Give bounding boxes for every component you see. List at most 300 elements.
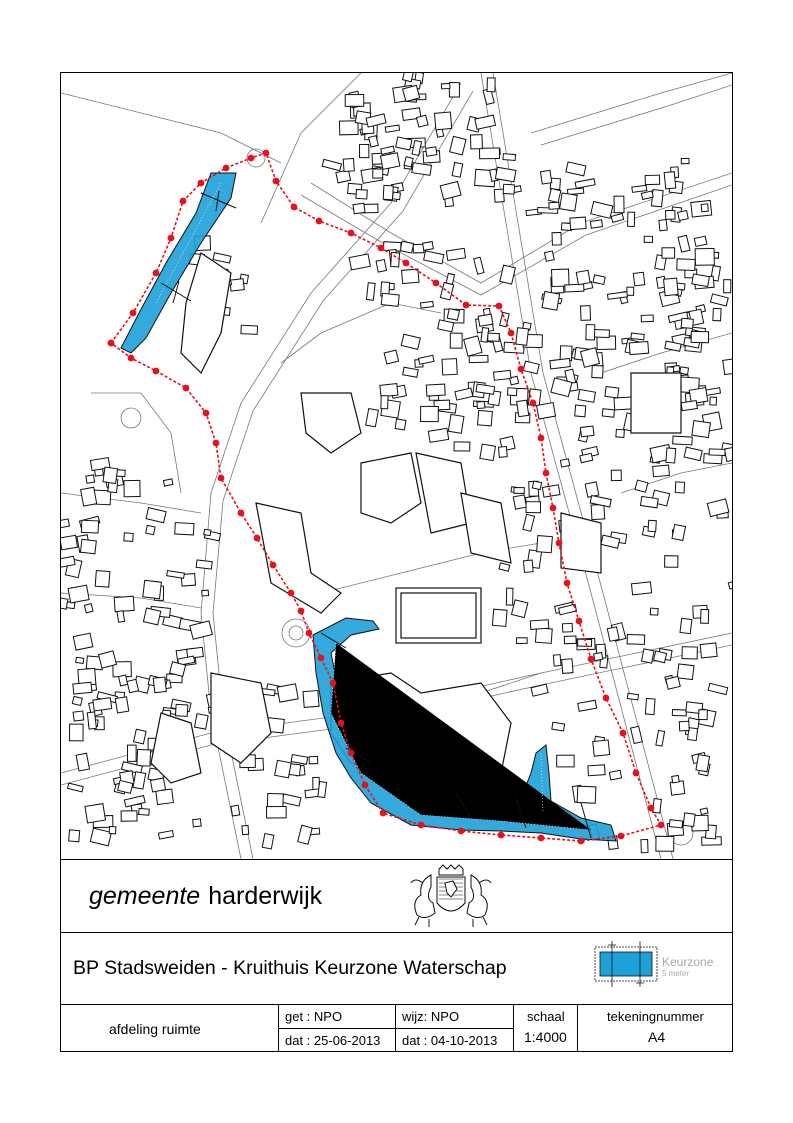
building — [487, 78, 495, 92]
building — [513, 495, 526, 509]
boundary-node — [153, 368, 160, 375]
building — [560, 193, 578, 211]
building — [291, 755, 307, 765]
building — [650, 608, 658, 615]
building — [213, 253, 231, 263]
building — [544, 251, 554, 261]
building — [469, 355, 488, 362]
building — [641, 839, 648, 852]
building — [383, 185, 393, 199]
boundary-node — [543, 470, 550, 477]
building — [420, 301, 433, 308]
building — [153, 677, 166, 693]
building — [477, 401, 485, 408]
boundary-node — [254, 535, 261, 542]
building — [678, 211, 689, 221]
building — [552, 269, 570, 286]
building — [416, 115, 428, 127]
building — [645, 698, 655, 714]
building — [710, 294, 728, 306]
building — [708, 683, 728, 694]
building — [591, 202, 613, 219]
drawing-sheet — [60, 72, 733, 1052]
building — [645, 175, 660, 184]
building — [241, 325, 258, 334]
building — [121, 811, 137, 821]
boundary-node — [306, 630, 313, 637]
building — [590, 220, 602, 228]
building — [514, 488, 524, 494]
building — [139, 808, 150, 815]
building — [710, 397, 717, 405]
building — [532, 481, 541, 490]
building — [376, 260, 386, 272]
building — [627, 693, 638, 700]
building — [373, 169, 383, 178]
building — [669, 820, 682, 828]
building — [124, 533, 133, 542]
building — [450, 136, 466, 155]
building — [672, 775, 679, 782]
building — [540, 170, 551, 184]
building — [609, 770, 621, 780]
building — [526, 502, 541, 513]
modified-cell — [395, 1005, 513, 1052]
building — [124, 480, 140, 496]
boundary-node — [433, 280, 440, 287]
building — [651, 190, 663, 207]
building — [68, 585, 89, 603]
boundary-node — [128, 355, 135, 362]
building — [454, 442, 470, 451]
boundary-node — [270, 562, 277, 569]
building — [694, 236, 707, 246]
building — [452, 162, 463, 177]
building — [605, 387, 619, 398]
building — [404, 157, 413, 167]
building — [614, 196, 624, 213]
building — [85, 804, 106, 823]
building — [616, 429, 625, 437]
legend-label: Keurzone — [662, 955, 714, 969]
building — [560, 459, 569, 467]
building — [653, 465, 670, 477]
building — [230, 279, 244, 291]
boundary-node — [578, 838, 585, 845]
boundary-node — [618, 833, 625, 840]
building — [631, 582, 651, 595]
building — [673, 436, 693, 445]
boundary-node — [218, 475, 225, 482]
building — [511, 600, 527, 618]
building — [175, 523, 194, 535]
building — [195, 714, 209, 729]
building — [72, 696, 82, 705]
drawn-cell — [278, 1005, 395, 1052]
building — [681, 318, 693, 328]
building — [76, 753, 89, 771]
building — [137, 749, 151, 766]
building — [648, 520, 656, 531]
building — [419, 355, 435, 364]
building — [691, 331, 709, 342]
scale-label: schaal — [527, 1009, 565, 1024]
building — [426, 384, 445, 396]
building — [666, 676, 680, 689]
building — [303, 690, 319, 707]
drawn-date: dat : 25-06-2013 — [285, 1033, 381, 1048]
building — [133, 772, 146, 789]
building — [552, 722, 565, 731]
building — [700, 643, 717, 658]
boundary-node — [556, 540, 563, 547]
building — [550, 358, 571, 368]
building — [395, 419, 406, 430]
building — [631, 726, 643, 743]
building — [557, 755, 574, 767]
building — [242, 825, 249, 834]
plan-title-row — [61, 932, 732, 1004]
building — [665, 556, 678, 568]
building — [448, 414, 464, 433]
building — [627, 287, 634, 295]
building — [204, 529, 211, 535]
building — [672, 524, 686, 540]
boundary-node — [263, 150, 270, 157]
building — [73, 633, 93, 650]
building — [336, 170, 351, 183]
building — [701, 609, 709, 623]
building — [478, 410, 493, 425]
building — [193, 819, 202, 827]
building — [677, 664, 694, 680]
building — [562, 659, 573, 674]
legend-swatch — [594, 941, 660, 987]
building — [659, 220, 667, 231]
legend — [594, 941, 726, 987]
building — [575, 405, 586, 417]
building — [723, 358, 732, 374]
boundary-node — [288, 590, 295, 597]
boundary-node — [183, 385, 190, 392]
building — [629, 341, 648, 354]
building — [313, 777, 320, 790]
building — [680, 618, 692, 633]
building — [318, 782, 327, 798]
building — [103, 467, 118, 483]
building — [580, 453, 593, 462]
building — [627, 634, 645, 644]
building — [503, 154, 516, 161]
boundary-node — [530, 400, 537, 407]
municipality-title: harderwijk — [208, 882, 323, 910]
building — [403, 367, 419, 377]
building — [450, 333, 462, 348]
boundary-node — [273, 178, 280, 185]
building — [282, 794, 301, 806]
building — [87, 712, 96, 729]
building — [146, 525, 155, 534]
building — [580, 348, 599, 368]
scale-cell — [513, 1005, 577, 1052]
building — [679, 721, 689, 731]
building — [356, 189, 367, 199]
building — [654, 651, 667, 663]
building — [642, 649, 654, 663]
building — [381, 293, 399, 306]
building — [562, 623, 572, 632]
building — [692, 274, 710, 287]
building — [99, 651, 117, 668]
building — [455, 388, 473, 400]
building — [134, 729, 146, 744]
building — [523, 361, 539, 374]
building — [682, 647, 697, 659]
building — [322, 159, 341, 170]
building — [81, 487, 97, 506]
building — [61, 519, 69, 529]
building — [632, 185, 647, 192]
boundary-node — [298, 608, 305, 615]
building — [115, 697, 129, 713]
building — [446, 248, 465, 260]
building — [196, 560, 212, 569]
building — [681, 401, 697, 411]
boundary-node — [330, 680, 337, 687]
building — [449, 83, 459, 97]
building — [684, 447, 702, 461]
building — [402, 269, 419, 283]
building — [478, 314, 493, 326]
boundary-node — [538, 835, 545, 842]
building — [479, 148, 499, 159]
building — [695, 248, 714, 265]
building — [447, 309, 459, 321]
building — [635, 480, 648, 492]
building — [633, 272, 644, 285]
building — [549, 189, 561, 203]
building — [262, 834, 274, 849]
boundary-node — [658, 822, 665, 829]
building — [537, 403, 556, 419]
building — [591, 504, 605, 519]
boundary-node — [108, 340, 115, 347]
building — [128, 745, 137, 761]
building — [631, 333, 644, 340]
building — [343, 158, 354, 171]
building — [542, 292, 560, 311]
building — [602, 409, 614, 417]
building — [401, 334, 420, 349]
building — [516, 638, 527, 644]
drawing-number: A4 — [648, 1029, 666, 1045]
building — [653, 799, 662, 814]
building — [298, 825, 313, 844]
building — [565, 284, 584, 292]
boundary-node — [318, 655, 325, 662]
building — [672, 710, 686, 716]
building — [156, 789, 174, 804]
boundary-node — [248, 155, 255, 162]
building — [696, 755, 710, 772]
boundary-node — [550, 505, 557, 512]
building — [480, 444, 496, 461]
building — [662, 248, 675, 258]
building — [446, 273, 454, 284]
boundary-node — [168, 235, 175, 242]
building — [440, 181, 461, 199]
building — [381, 396, 388, 409]
boundary-node — [564, 580, 571, 587]
building — [366, 409, 379, 427]
building — [675, 482, 684, 493]
scale-value: 1:4000 — [524, 1029, 567, 1045]
building — [440, 282, 453, 299]
boundary-node — [418, 822, 425, 829]
building — [428, 428, 448, 442]
boundary-node — [198, 180, 205, 187]
building — [277, 684, 298, 702]
building — [593, 275, 605, 285]
building — [470, 135, 482, 149]
building — [61, 535, 78, 550]
building — [585, 482, 599, 497]
building — [127, 679, 139, 692]
drawing-number-cell — [577, 1005, 732, 1052]
building — [385, 125, 399, 132]
building — [592, 366, 603, 378]
building — [611, 214, 623, 223]
building — [523, 514, 535, 531]
building — [593, 740, 610, 756]
building — [93, 698, 112, 711]
building — [143, 608, 160, 625]
building — [614, 397, 633, 410]
building — [68, 783, 84, 792]
boundary-node — [538, 435, 545, 442]
building — [150, 778, 165, 792]
boundary-node — [588, 656, 595, 663]
department-cell — [61, 1005, 278, 1052]
building — [537, 536, 553, 553]
building — [641, 315, 653, 322]
building — [163, 479, 173, 486]
building — [80, 539, 96, 553]
municipality-prefix: gemeente — [89, 882, 201, 910]
boundary-node — [380, 810, 387, 817]
building — [699, 710, 708, 720]
modified-date: dat : 04-10-2013 — [402, 1033, 498, 1048]
building — [701, 204, 708, 212]
building — [441, 83, 450, 88]
building — [564, 636, 576, 644]
building — [61, 598, 68, 609]
building — [434, 112, 451, 130]
building — [109, 826, 116, 833]
building — [499, 447, 508, 458]
building — [588, 765, 605, 776]
building — [384, 350, 398, 364]
building — [424, 251, 444, 264]
boundary-node — [338, 720, 345, 727]
building — [692, 421, 711, 438]
building — [570, 217, 586, 230]
building — [566, 162, 586, 176]
building — [475, 115, 496, 129]
building — [73, 682, 92, 694]
building — [523, 560, 533, 572]
legend-sublabel: 5 meter — [662, 969, 690, 978]
building — [577, 786, 596, 803]
building — [700, 808, 708, 814]
building — [492, 609, 507, 626]
building — [349, 254, 370, 270]
building — [202, 590, 209, 596]
building — [580, 426, 594, 437]
building — [594, 652, 603, 660]
building — [666, 448, 676, 463]
building — [176, 704, 188, 716]
building — [421, 406, 439, 421]
map-area[interactable] — [61, 73, 732, 859]
building — [500, 265, 516, 284]
building — [656, 836, 674, 851]
building — [507, 388, 517, 396]
building — [644, 236, 652, 242]
building — [76, 657, 84, 663]
building — [114, 596, 134, 611]
boundary-node — [348, 750, 355, 757]
building — [597, 336, 616, 349]
building — [275, 760, 292, 777]
building — [517, 400, 529, 417]
boundary-node — [378, 245, 385, 252]
modified-by: wijz: NPO — [402, 1009, 460, 1024]
building — [586, 325, 595, 340]
building — [552, 232, 561, 245]
boundary-node — [203, 410, 210, 417]
building — [578, 389, 596, 402]
building — [677, 259, 695, 271]
building — [724, 280, 731, 293]
boundary-node — [620, 730, 627, 737]
building — [506, 588, 513, 605]
building — [231, 805, 240, 816]
building — [119, 675, 128, 686]
building — [146, 508, 166, 523]
boundary-node — [130, 310, 137, 317]
building — [400, 241, 413, 253]
building — [578, 700, 597, 711]
building — [656, 730, 665, 746]
map-canvas — [61, 73, 732, 859]
department-name: afdeling ruimte — [109, 1021, 201, 1037]
building — [535, 628, 552, 644]
boundary-node — [458, 828, 465, 835]
building — [709, 449, 725, 456]
building — [576, 270, 590, 284]
building — [84, 604, 93, 613]
boundary-node — [633, 770, 640, 777]
building — [392, 192, 400, 200]
building — [728, 579, 732, 589]
boundary-node — [316, 218, 323, 225]
building — [413, 244, 424, 253]
boundary-node — [223, 165, 230, 172]
building — [474, 257, 484, 274]
boundary-node — [518, 366, 525, 373]
building — [366, 283, 375, 301]
